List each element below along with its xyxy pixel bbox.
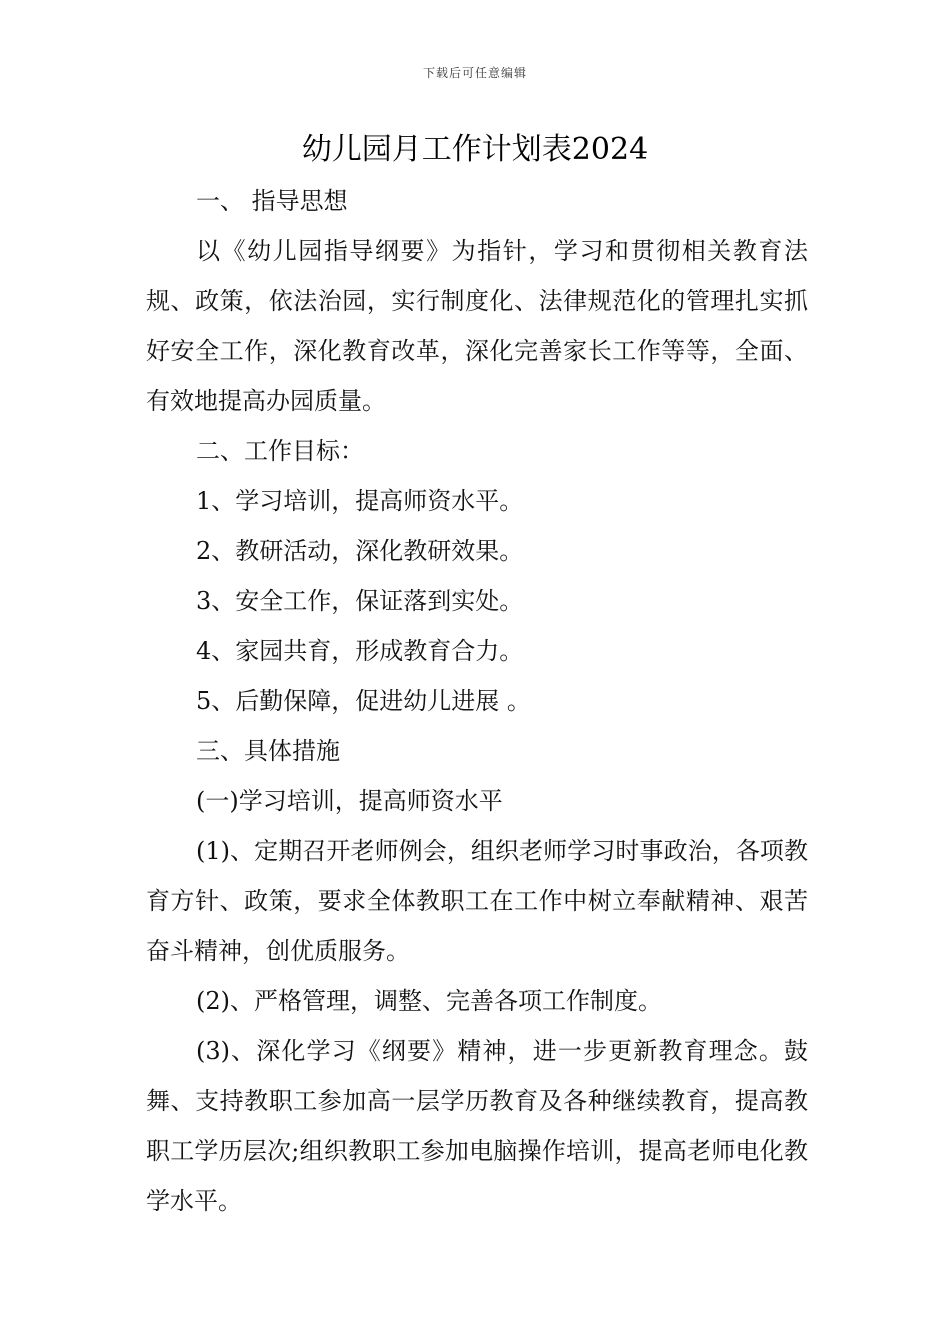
subsection-heading-training: (一)学习培训，提高师资水平 bbox=[196, 787, 503, 815]
goal-item-3: 3、安全工作，保证落到实处。 bbox=[196, 587, 524, 615]
section-heading-guiding-thought: 一、 指导思想 bbox=[196, 187, 348, 215]
goal-item-4: 4、家园共育，形成教育合力。 bbox=[196, 637, 524, 665]
section-heading-measures: 三、具体措施 bbox=[196, 737, 340, 765]
document-title: 幼儿园月工作计划表2024 bbox=[301, 132, 649, 167]
goal-item-2: 2、教研活动，深化教研效果。 bbox=[196, 537, 524, 565]
section-heading-work-goals: 二、工作目标： bbox=[196, 437, 364, 465]
goal-item-1: 1、学习培训，提高师资水平。 bbox=[196, 487, 524, 515]
header-note: 下载后可任意编辑 bbox=[422, 66, 527, 80]
measure-item-2: (2)、严格管理，调整、完善各项工作制度。 bbox=[196, 987, 662, 1015]
measure-item-3: (3)、深化学习《纲要》精神，进一步更新教育理念。鼓舞、支持教职工参加高一层学历教育及各种继续教育，提高教职工学历层次;组织教职工参加电脑操作培训，提高老师电化教学水平。 bbox=[146, 1037, 808, 1215]
paragraph-guiding-thought: 以《幼儿园指导纲要》为指针，学习和贯彻相关教育法规、政策，依法治园，实行制度化、法律规范化的管理扎实抓好安全工作，深化教育改革，深化完善家长工作等等，全面、有效地提高办园质量。 bbox=[146, 237, 808, 415]
document-body bbox=[146, 176, 808, 1226]
measure-item-1: (1)、定期召开老师例会，组织老师学习时事政治，各项教育方针、政策，要求全体教职工在工作中树立奉献精神、艰苦奋斗精神，创优质服务。 bbox=[146, 837, 808, 965]
goal-item-5: 5、后勤保障，促进幼儿进展 。 bbox=[196, 687, 531, 715]
